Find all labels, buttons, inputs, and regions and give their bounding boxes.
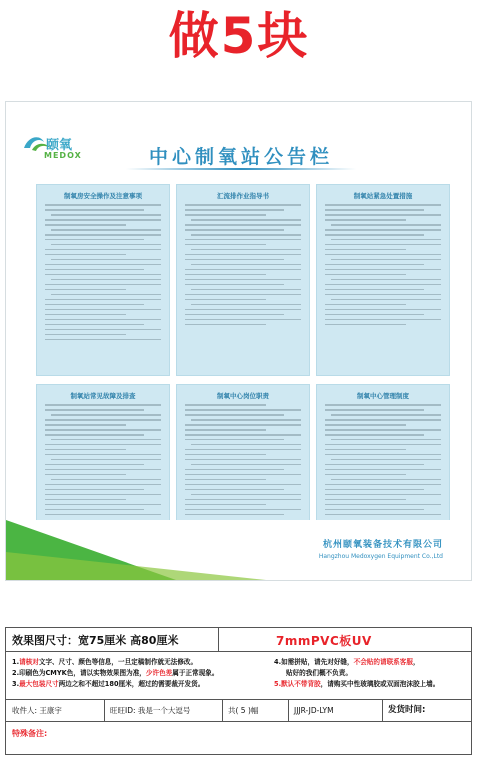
note-4: 4.如需拼贴，请先对好缝，不会贴的请联系客服， [274, 658, 420, 666]
material-label: 7mmPVC板UV [276, 634, 372, 648]
divider [382, 700, 383, 721]
panel-text-lines [177, 404, 309, 515]
note-5: 5.默认不带背胶，请购买中性玻璃胶或双面泡沫胶上墙。 [274, 680, 440, 688]
note-1: 1.请核对文字、尺寸、颜色等信息，一旦定稿制作就无法修改。 [12, 658, 198, 666]
shipping-row [6, 699, 471, 722]
spec-row [6, 628, 471, 652]
size-label: 效果图尺寸：宽75厘米 高80厘米 [12, 634, 179, 647]
panel-title: 汇流排作业指导书 [217, 192, 269, 200]
panel-title: 制氧中心管理制度 [357, 392, 409, 400]
divider [104, 700, 105, 721]
panel-title: 制氧站紧急处置措施 [353, 192, 413, 200]
panel-title: 制氧中心岗位职责 [217, 392, 269, 400]
divider [218, 628, 219, 652]
panel-title: 制氧房安全操作及注意事项 [64, 192, 142, 200]
note-4-cont: 贴好的我们概不负责。 [286, 669, 352, 677]
footer-band [6, 520, 472, 580]
company-name-en: Hangzhou Medoxygen Equipment Co.,Ltd [318, 553, 443, 560]
order-info-table [5, 627, 472, 755]
logo-subtext: MEDOX [44, 151, 82, 160]
divider [222, 700, 223, 721]
logo-text: 颐氧 [46, 138, 73, 153]
title-underline [126, 168, 356, 170]
green-decoration-light [6, 552, 266, 580]
company-name: 杭州颐氧装备技术有限公司 [322, 540, 443, 550]
quantity: 共( 5 )幅 [228, 706, 259, 715]
wangwang-id: 旺旺ID: 我是一个大逗号 [110, 706, 191, 715]
panel-manifold [176, 184, 310, 376]
panel-text-lines [177, 204, 309, 325]
ship-date: 发货时间: [388, 705, 426, 715]
panel-text-lines [317, 404, 449, 515]
note-3: 3.最大包装尺寸两边之和不超过180厘米，超过的需要裁开发货。 [12, 680, 205, 688]
panel-text-lines [37, 404, 169, 515]
panel-safety [36, 184, 170, 376]
note-2: 2.印刷色为CMYK色，请以实物效果图为准，少许色差属于正常现象。 [12, 669, 219, 677]
panel-emergency [316, 184, 450, 376]
poster-title: 中心制氧站公告栏 [148, 146, 333, 168]
panel-text-lines [37, 204, 169, 340]
panel-text-lines [317, 204, 449, 325]
page-title: 做5块 [168, 7, 310, 65]
divider [288, 700, 289, 721]
receiver: 收件人: 王康宇 [12, 706, 62, 715]
order-code: JJJR-JD-LYM [294, 706, 334, 715]
poster-preview [5, 101, 472, 581]
panel-title: 制氧站常见故障及排查 [70, 392, 136, 400]
special-remark: 特殊备注: [12, 729, 48, 738]
